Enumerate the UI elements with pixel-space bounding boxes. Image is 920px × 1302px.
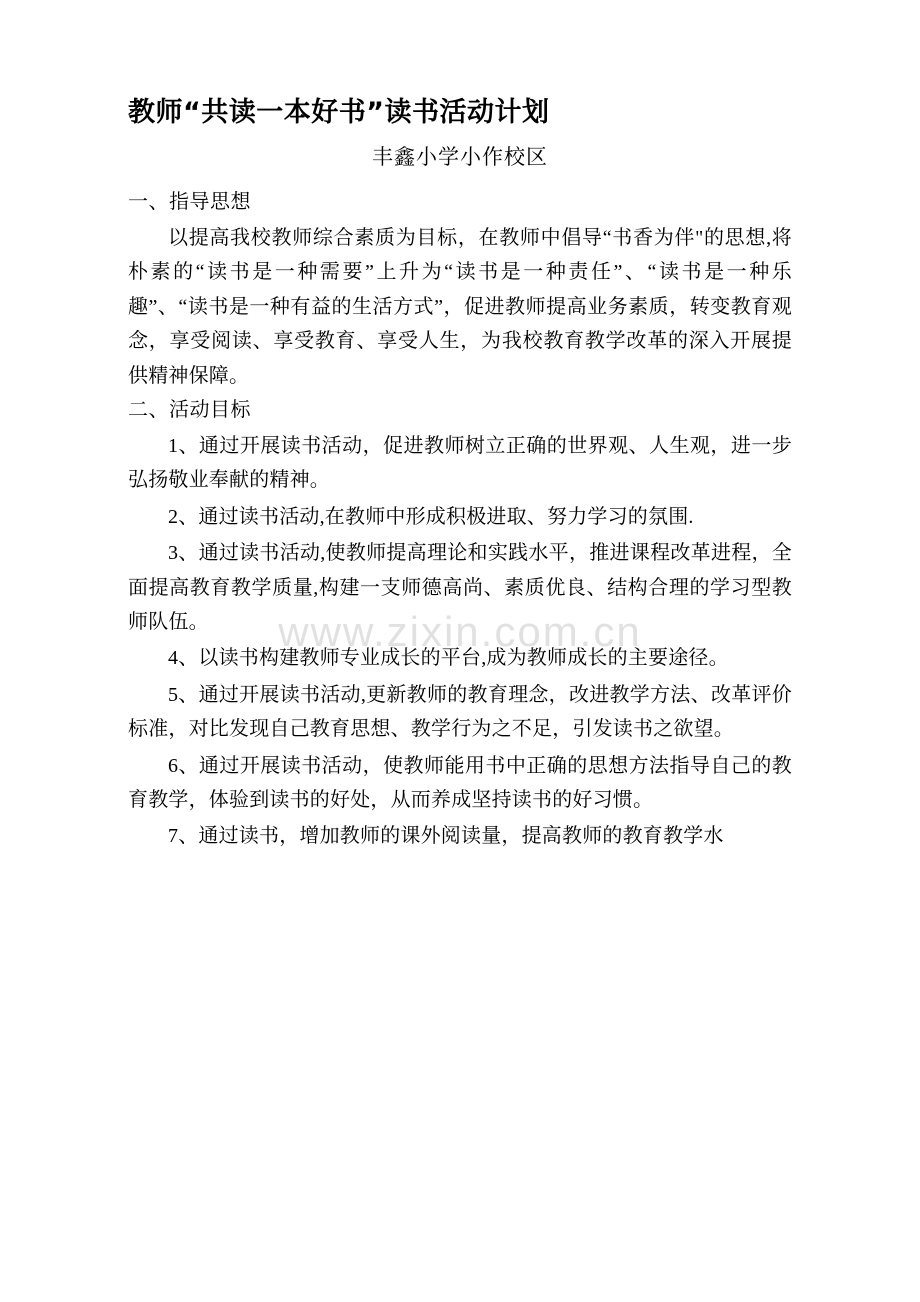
- document-subtitle: 丰鑫小学小作校区: [372, 144, 548, 169]
- section-heading-activity-goals: 二、活动目标: [128, 399, 251, 421]
- section-heading-guiding-thought: 一、指导思想: [128, 191, 251, 214]
- watermark: www.zixin.com.cn: [278, 608, 642, 655]
- paragraph-goal-7: 7、通过读书，增加教师的课外阅读量，提高教师的教育教学水: [168, 825, 724, 848]
- paragraph-guiding-thought: 以提高我校教师综合素质为目标，在教师中倡导“书香为伴"的思想,将朴素的“读书是一种需要”上升为“读书是一种责任”、“读书是一种乐趣”、“读书是一种有益的生活方式”，促进教师提高业务素质，转变教育观念，享受阅读、享受教育、享受人生，为我校教育教学改革的深入开展提供精神保障。: [128, 227, 792, 387]
- paragraph-goal-3: 3、通过读书活动,使教师提高理论和实践水平，推进课程改革进程，全面提高教育教学质量,构建一支师德高尚、素质优良、结构合理的学习型教师队伍。: [128, 542, 792, 633]
- document-body: [128, 96, 792, 854]
- paragraph-goal-2: 2、通过读书活动,在教师中形成积极进取、努力学习的氛围.: [168, 505, 694, 528]
- paragraph-goal-1: 1、通过开展读书活动，促进教师树立正确的世界观、人生观，进一步弘扬敬业奉献的精神。: [128, 435, 792, 492]
- page-title: 教师“共读一本好书”读书活动计划: [128, 97, 550, 128]
- paragraph-goal-6: 6、通过开展读书活动，使教师能用书中正确的思想方法指导自己的教育教学，体验到读书的好处，从而养成坚持读书的好习惯。: [128, 754, 792, 811]
- paragraph-goal-4: 4、以读书构建教师专业成长的平台,成为教师成长的主要途径。: [168, 647, 729, 670]
- paragraph-goal-5: 5、通过开展读书活动,更新教师的教育理念，改进教学方法、改革评价标准，对比发现自己教育思想、教学行为之不足，引发读书之欲望。: [128, 683, 792, 741]
